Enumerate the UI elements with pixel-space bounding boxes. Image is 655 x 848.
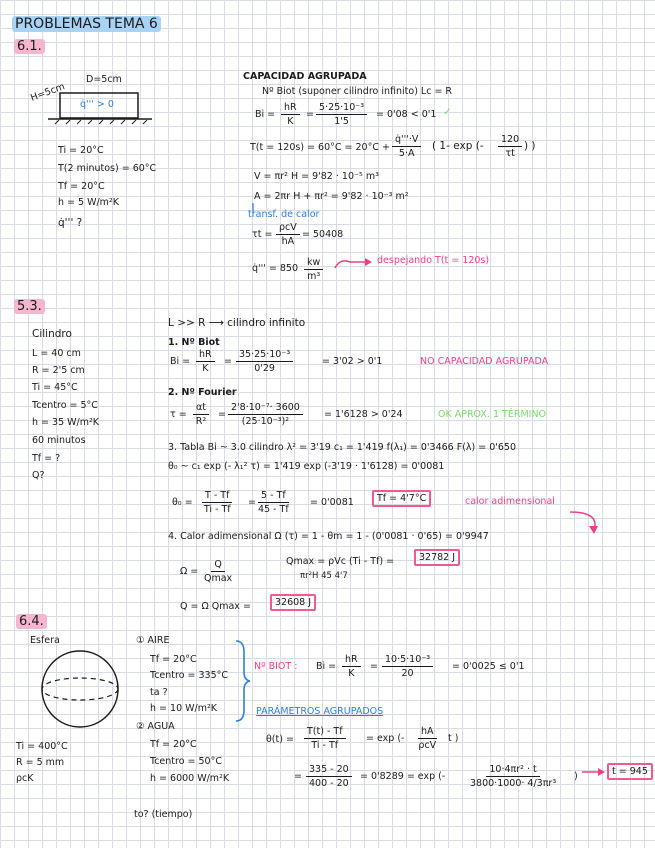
qmax-eq: Qmax = ρVc (Ti - Tf) =	[286, 556, 395, 567]
aire-title: ① AIRE	[136, 635, 170, 646]
section-5-3-label: 5.3.	[14, 300, 45, 313]
despejando-note: despejando T(t = 120s)	[377, 255, 490, 266]
calor-adimensional-note: calor adimensional	[465, 496, 555, 507]
q-final-eq: Q = Ω Qmax =	[180, 601, 251, 612]
temp-fraction: $\frac{q̇'''\cdot V}{5\cdot A}$	[392, 134, 421, 159]
temp-exp: ( 1- exp (-	[432, 140, 484, 152]
theta-lhs: θ₀ =	[172, 497, 193, 508]
temp-exp-fraction: $\frac{120}{\tau t}$	[498, 134, 522, 159]
aire-tcentro: Tcentro = 335°C	[150, 670, 229, 681]
biot64-lhs: Bi =	[316, 661, 337, 672]
step4-eq: 4. Calor adimensional Ω (τ) = 1 - θm = 1 - (0'0081 · 0'65) = 0'9947	[168, 531, 489, 542]
given-cilindro: Cilindro	[32, 328, 72, 340]
biot-lhs: Bi =	[255, 109, 276, 120]
fourier-fraction-1: $\frac{\alpha t}{\text{R²}}$	[193, 402, 209, 427]
omega-fraction: Q Qmax	[204, 559, 233, 584]
biot53-result: = 3'02 > 0'1	[322, 356, 383, 367]
given-R: R = 2'5 cm	[32, 365, 85, 376]
theta64-close: t )	[448, 733, 459, 744]
eq2-close: )	[574, 771, 578, 782]
given-h: h = 5 W/m²K	[58, 197, 119, 208]
aire-ta: ta ?	[150, 687, 168, 698]
eq2-exp-fraction: $\frac{\text{10·4πr² · t}}{\text{3800·1000· 4/3πr³}}$	[470, 764, 557, 789]
given-h: h = 35 W/m²K	[32, 417, 100, 428]
ground-hatch	[55, 120, 147, 124]
q-final-box: 32608 J	[270, 598, 316, 608]
biot-assumption: Nº Biot (suponer cilindro infinito) Lc = R	[262, 86, 453, 97]
temp-close: ) )	[524, 140, 536, 152]
theta64-exp-fraction: hA ρcV	[418, 726, 437, 751]
fourier-lhs: τ =	[170, 409, 187, 420]
transf-calor-note: transf. de calor	[248, 209, 320, 220]
biot53-fraction-1: $\frac{hR}{K}$	[196, 349, 215, 374]
theta64-fraction: $\frac{T(t) - Tf}{Ti - Tf}$	[304, 726, 346, 751]
given-rhocK: ρcK	[16, 773, 34, 784]
section-6-1-label: 6.1.	[14, 40, 45, 53]
sphere-equator	[42, 678, 118, 700]
diameter-label: D=5cm	[86, 74, 122, 85]
page-title: PROBLEMAS TEMA 6	[12, 17, 161, 31]
volume-eq: V = πr² H = 9'82 · 10⁻⁵ m³	[254, 171, 379, 182]
given-tf-unknown: Tf = ?	[32, 453, 61, 464]
equals-sign: =	[224, 356, 232, 367]
given-time: 60 minutos	[32, 435, 86, 446]
equals-sign: =	[306, 109, 314, 120]
qmax-sub: πr²H 45 4'7	[300, 571, 348, 581]
given-ti: Ti = 45°C	[32, 382, 78, 393]
given-q-unknown: q̇''' ?	[58, 217, 83, 229]
theta64-lhs: θ(t) =	[266, 734, 294, 745]
theta-result: = 0'0081	[310, 497, 354, 508]
agua-tf: Tf = 20°C	[150, 739, 197, 750]
given-tf: Tf = 20°C	[58, 181, 105, 192]
section-6-4-label: 6.4.	[16, 615, 47, 628]
given-R: R = 5 mm	[16, 757, 65, 768]
qmax-result-box: 32782 J	[414, 553, 460, 563]
biot53-fraction-2: $\frac{\text{35·25·10⁻³}}{0'29}$	[236, 349, 293, 374]
sphere-sketch	[42, 651, 118, 727]
biot64-fraction-1: $\frac{hR}{K}$	[342, 654, 361, 679]
step1-title: 1. Nº Biot	[168, 337, 220, 348]
no-capacidad-note: NO CAPACIDAD AGRUPADA	[420, 356, 549, 367]
q-result-lhs: q̇''' = 850	[252, 263, 298, 274]
parametros-agrupados-title: PARÁMETROS AGRUPADOS	[256, 706, 384, 717]
equals-sign: =	[370, 661, 378, 672]
to-tiempo: to? (tiempo)	[134, 809, 193, 820]
calor-arrowhead	[589, 526, 598, 534]
omega-lhs: Ω =	[180, 566, 199, 577]
eq2-fraction: $\frac{335 - 20}{400 - 20}$	[306, 764, 352, 789]
curly-brace	[236, 641, 250, 721]
aire-h: h = 10 W/m²K	[150, 703, 218, 714]
tau-lhs: τt =	[252, 229, 273, 240]
esfera-label: Esfera	[30, 635, 60, 646]
infinite-cylinder-note: L >> R ⟶ cilindro infinito	[168, 317, 306, 329]
equals-sign: =	[248, 497, 256, 508]
temp-equation-lhs: T(t = 120s) = 60°C = 20°C +	[250, 142, 390, 153]
agua-title: ② AGUA	[136, 721, 175, 732]
biot-fraction-1: $\frac{hR}{K}$	[281, 102, 300, 127]
theta-fraction-2: $\frac{5 - Tf}{45 - Tf}$	[258, 490, 289, 515]
result-arrowhead	[598, 768, 605, 776]
fourier-result: = 1'6128 > 0'24	[324, 409, 403, 420]
given-tcentro: Tcentro = 5°C	[32, 400, 98, 411]
equals-sign: =	[218, 409, 226, 420]
given-q-unknown: Q?	[32, 470, 45, 481]
given-ti: Ti = 20°C	[58, 145, 104, 156]
heat-generation-label: q̇''' > 0	[80, 99, 114, 110]
theta64-exp: = exp (-	[366, 733, 405, 744]
height-label: H=5cm	[29, 81, 67, 104]
biot64-result: = 0'0025 ≤ 0'1	[452, 661, 525, 672]
step2-title: 2. Nº Fourier	[168, 387, 237, 398]
area-eq: A = 2πr H + πr² = 9'82 · 10⁻³ m²	[254, 191, 409, 202]
check-icon: ✓	[443, 106, 452, 118]
biot64-fraction-2: $\frac{\text{10·5·10⁻³}}{20}$	[382, 654, 433, 679]
q-units-fraction: $\frac{kw}{\text{m³}}$	[304, 257, 323, 282]
tf-result-box: Tf = 4'7°C	[372, 494, 431, 504]
despejando-arrowhead	[365, 258, 372, 266]
fourier-fraction-2: $\frac{\text{2'8·10⁻⁷· 3600}}{\text{(25·10⁻³)²}}$	[228, 402, 303, 427]
given-t2min: T(2 minutos) = 60°C	[58, 163, 157, 174]
capacidad-agrupada-title: CAPACIDAD AGRUPADA	[243, 71, 367, 82]
eq2-exp: = 0'8289 = exp (-	[360, 771, 446, 782]
tau-result: = 50408	[302, 229, 344, 240]
ok-aprox-note: OK APROX. 1 TÉRMINO	[438, 409, 547, 420]
biot-result: = 0'08 < 0'1	[376, 109, 437, 120]
given-ti: Ti = 400°C	[16, 741, 68, 752]
tau-fraction: ρcV hA	[276, 222, 300, 247]
theta0-eq: θ₀ ~ c₁ exp (- λ₁² τ) = 1'419 exp (-3'19 · 1'6128) = 0'0081	[168, 461, 445, 472]
biot-fraction-2: $\frac{\text{5·25·10⁻³}}{1'5}$	[316, 102, 367, 127]
theta-fraction-1: $\frac{T - Tf}{Ti - Tf}$	[203, 490, 231, 515]
agua-h: h = 6000 W/m²K	[150, 773, 230, 784]
despejando-arrow	[335, 261, 365, 268]
biot53-lhs: Bi =	[170, 356, 191, 367]
agua-tcentro: Tcentro = 50°C	[150, 756, 222, 767]
step3-table: 3. Tabla Bi ~ 3.0 cilindro λ² = 3'19 c₁ = 1'419 f(λ₁) = 0'3466 F(λ) = 0'650	[168, 442, 517, 453]
aire-tf: Tf = 20°C	[150, 654, 197, 665]
eq2-lhs: =	[294, 771, 302, 782]
given-L: L = 40 cm	[32, 348, 81, 359]
biot64-label: Nº BIOT :	[254, 661, 298, 672]
t-result-box: t = 945	[607, 767, 653, 777]
